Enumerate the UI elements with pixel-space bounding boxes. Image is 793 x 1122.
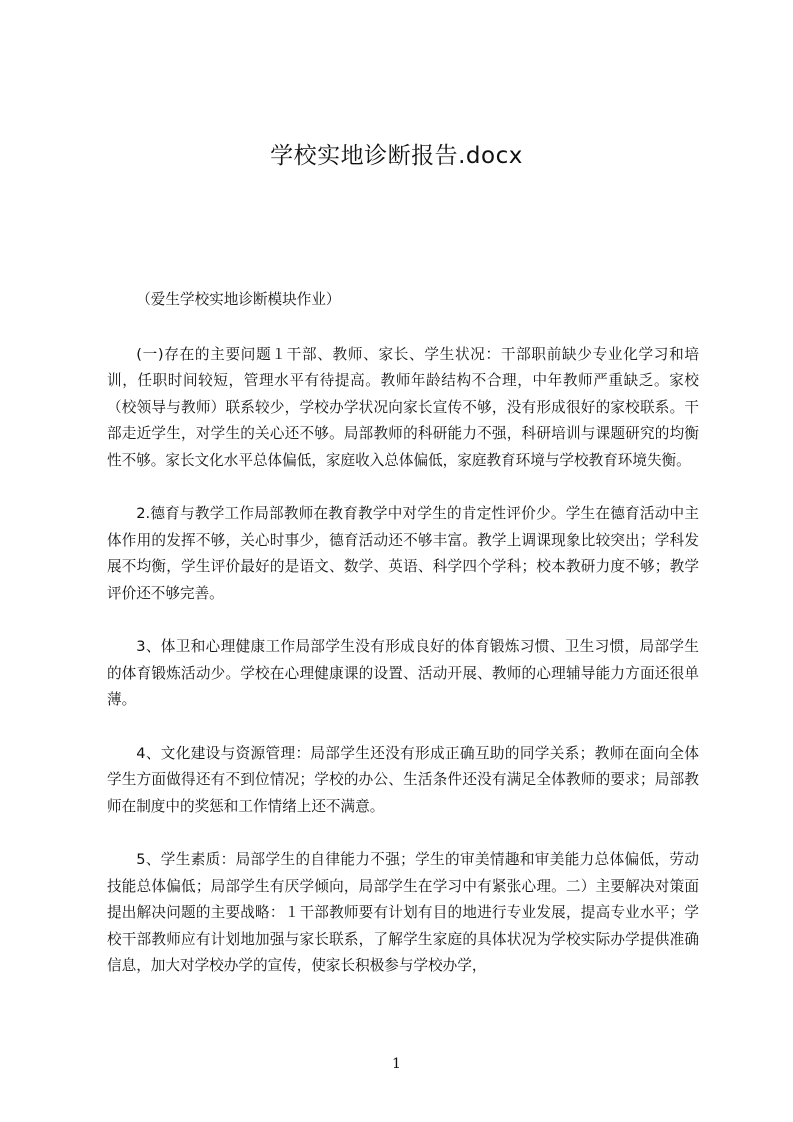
paragraph-section-4: 4、文化建设与资源管理：局部学生还没有形成正确互助的同学关系；教师在面向全体学生方面做得还有不到位情况；学校的办公、生活条件还没有满足全体教师的要求；局部教师在制度中的奖惩和工作情绪上还不满意。 xyxy=(107,744,699,815)
paragraph-section-3: 3、体卫和心理健康工作局部学生没有形成良好的体育锻炼习惯、卫生习惯，局部学生的体育锻炼活动少。学校在心理健康课的设置、活动开展、教师的心理辅导能力方面还很单薄。 xyxy=(107,638,699,708)
document-body xyxy=(107,287,699,1007)
paragraph-section-5: 5、学生素质：局部学生的自律能力不强；学生的审美情趣和审美能力总体偏低，劳动技能总体偏低；局部学生有厌学倾向，局部学生在学习中有紧张心理。二）主要解决对策面提出解决问题的主要战略：１干部教师要有计划有目的地进行专业发展，提高专业水平；学校干部教师应有计划地加强与家长联系，了解学生家庭的具体状况为学校实际办学提供准确信息，加大对学校办学的宣传，使家长积极参与学校办学， xyxy=(107,851,699,974)
document-title: 学校实地诊断报告.docx xyxy=(270,143,523,169)
document-subtitle: （爱生学校实地诊断模块作业） xyxy=(136,291,341,308)
page-number: 1 xyxy=(392,1056,401,1072)
paragraph-section-2: 2.德育与教学工作局部教师在教育教学中对学生的肯定性评价少。学生在德育活动中主体作用的发挥不够，关心时事少，德育活动还不够丰富。教学上调课现象比较突出；学科发展不均衡，学生评价最好的是语文、数学、英语、科学四个学科；校本教研力度不够；教学评价还不够完善。 xyxy=(107,505,699,602)
paragraph-section-1: (一)存在的主要问题１干部、教师、家长、学生状况：干部职前缺少专业化学习和培训，任职时间较短，管理水平有待提高。教师年龄结构不合理，中年教师严重缺乏。家校（校领导与教师）联系较少，学校办学状况向家长宣传不够，没有形成很好的家校联系。干部走近学生，对学生的关心还不够。局部教师的科研能力不强，科研培训与课题研究的均衡性不够。家长文化水平总体偏低，家庭收入总体偏低，家庭教育环境与学校教育环境失衡。 xyxy=(107,345,699,469)
